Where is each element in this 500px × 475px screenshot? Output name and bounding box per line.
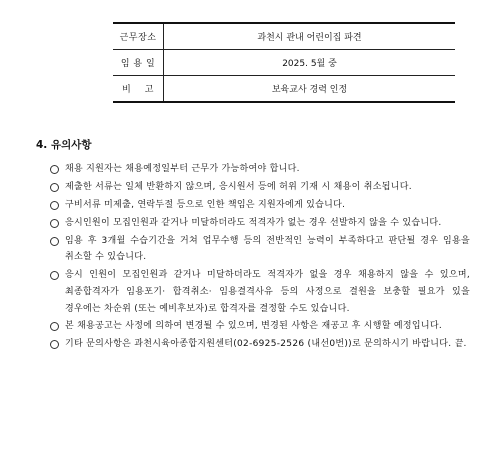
note-text: 임용 후 3개월 수습기간을 거쳐 업무수행 등의 전반적인 능력이 부족하다고 판단될 경우 임용을 취소할 수 있습니다. xyxy=(65,235,470,263)
table-row xyxy=(113,76,455,103)
list-item xyxy=(50,318,470,335)
list-item xyxy=(50,179,470,196)
note-text: 응시인원이 모집인원과 같거나 미달하더라도 적격자가 없는 경우 선발하지 않을 수 있습니다. xyxy=(65,217,442,228)
row-label: 비 고 xyxy=(113,76,164,103)
note-text: 제출한 서류는 일체 반환하지 않으며, 응시원서 등에 허위 기재 시 채용이 취소됩니다. xyxy=(65,181,412,192)
circle-bullet-icon xyxy=(50,201,59,210)
section-title: 4. 유의사항 xyxy=(36,139,92,151)
circle-bullet-icon xyxy=(50,219,59,228)
circle-bullet-icon xyxy=(50,271,59,280)
table-row xyxy=(113,50,455,76)
note-text: 응시 인원이 모집인원과 같거나 미달하더라도 적격자가 없을 경우 채용하지 않을 수 있으며, 최종합격자가 임용포기· 합격취소· 임용결격사유 등의 사정으로 결원을 보충할 필요가 있을 경우에는 차순위 (또는 예비후보자)로 합격자를 결정할 수도 있습니다. xyxy=(65,270,470,314)
list-item xyxy=(50,197,470,214)
note-text: 채용 지원자는 채용예정일부터 근무가 가능하여야 합니다. xyxy=(65,164,300,174)
row-value: 보육교사 경력 인정 xyxy=(164,76,456,103)
row-label: 임 용 일 xyxy=(113,50,164,76)
note-text: 기타 문의사항은 과천시육아종합지원센터(02-6925-2526 (내선0번))로 문의하시기 바랍니다. 끝. xyxy=(65,339,467,350)
note-text: 구비서류 미제출, 연락두절 등으로 인한 책임은 지원자에게 있습니다. xyxy=(65,199,346,210)
row-label: 근무장소 xyxy=(113,23,164,50)
list-item xyxy=(50,161,470,178)
row-value: 2025. 5월 중 xyxy=(164,50,456,76)
list-item xyxy=(50,233,470,266)
list-item xyxy=(50,267,470,317)
list-item xyxy=(50,336,470,353)
table-row xyxy=(113,23,455,50)
note-text: 본 채용공고는 사정에 의하여 변경될 수 있으며, 변경된 사항은 재공고 후 시행할 예정입니다. xyxy=(65,321,443,332)
circle-bullet-icon xyxy=(50,183,59,192)
circle-bullet-icon xyxy=(50,165,59,174)
row-value: 과천시 관내 어린이집 파견 xyxy=(164,23,456,50)
circle-bullet-icon xyxy=(50,322,59,331)
info-table xyxy=(113,22,455,103)
circle-bullet-icon xyxy=(50,237,59,246)
list-item xyxy=(50,215,470,232)
circle-bullet-icon xyxy=(50,340,59,349)
notes-list xyxy=(50,161,470,354)
